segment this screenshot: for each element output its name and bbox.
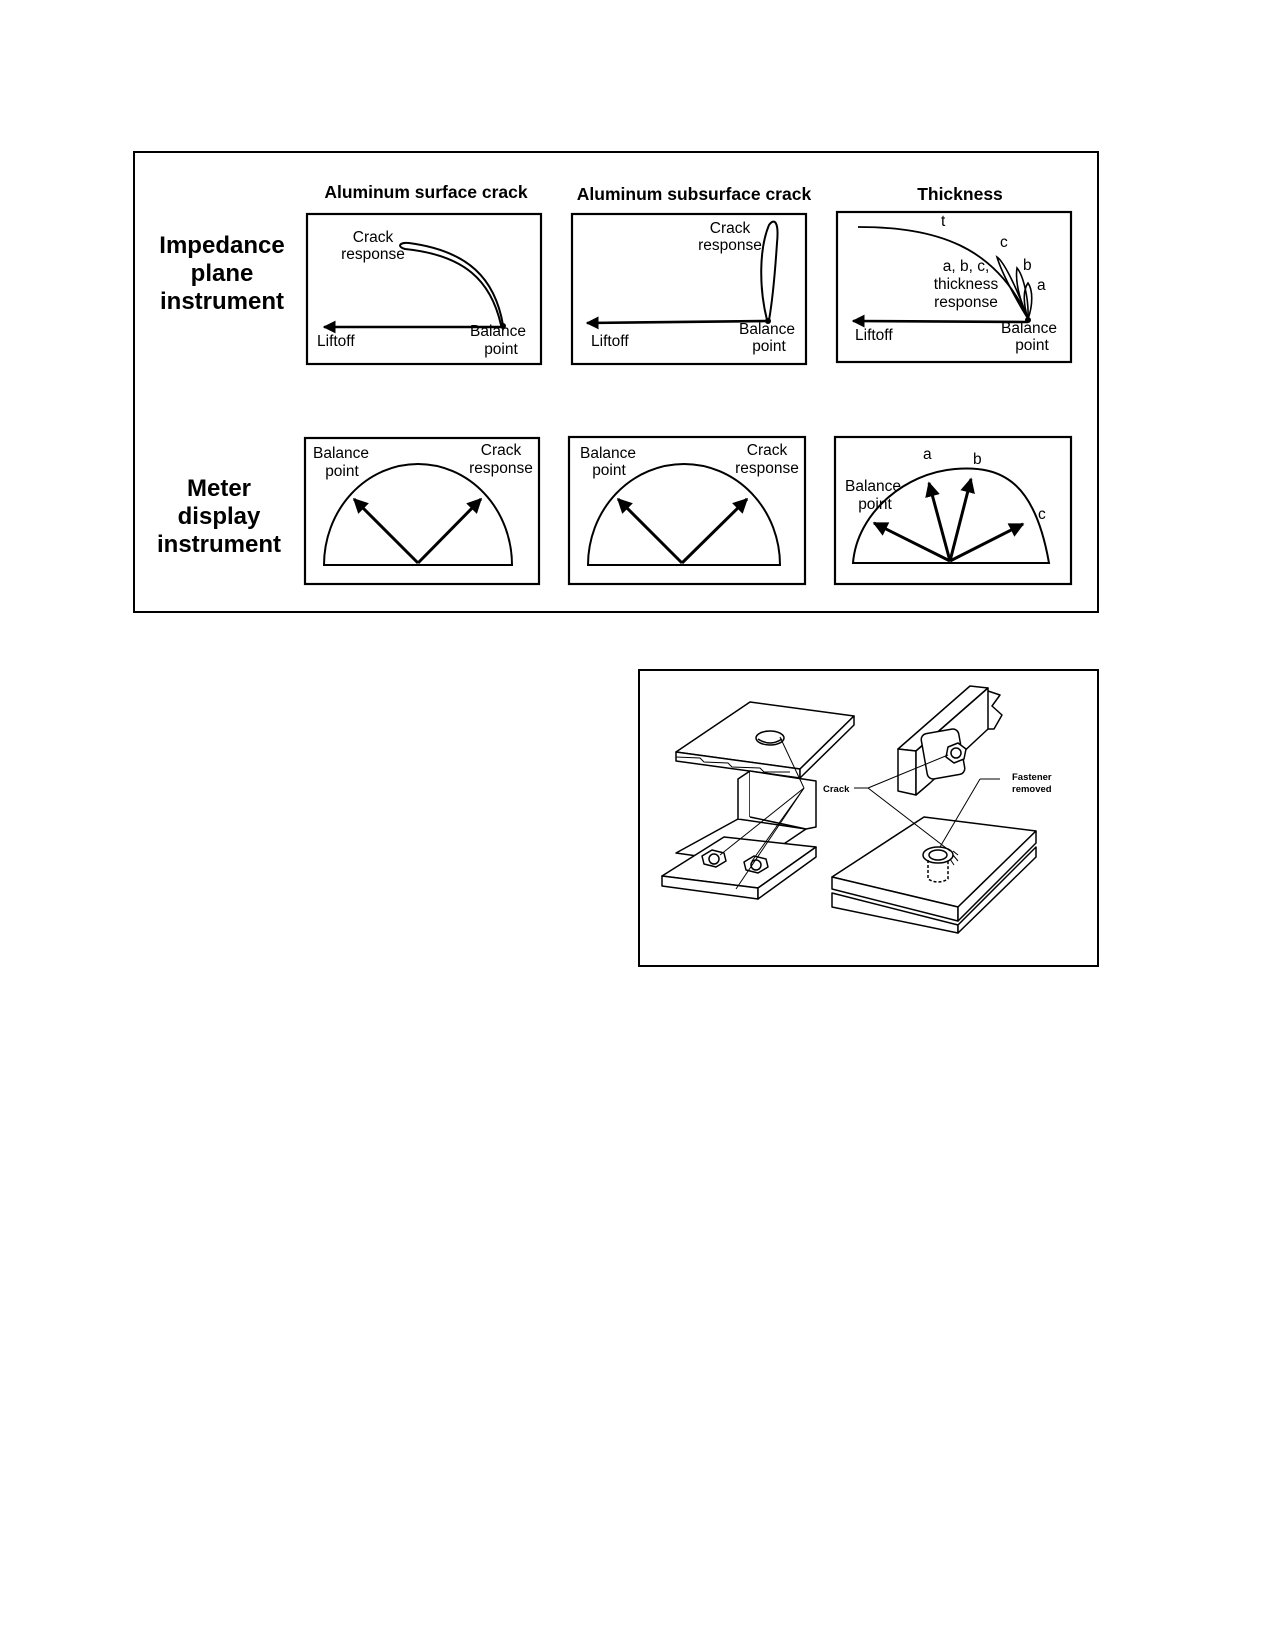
balance-point-label-2: point (325, 463, 359, 480)
crack-response-loop (400, 243, 503, 325)
crack-response-label-1: Crack (709, 220, 751, 237)
row-label-meter-1: Meter (186, 475, 252, 502)
column-title-subsurface: Aluminum subsurface crack (576, 184, 812, 204)
balance-point-label-2: point (484, 341, 518, 358)
balance-point-label-1: Balance (312, 445, 370, 462)
row-label-meter-2: display (177, 503, 261, 530)
crack-label: Crack (823, 784, 850, 795)
balance-point-label-1: Balance (1000, 320, 1058, 337)
row-label-meter-3: instrument (156, 531, 282, 558)
fastener-removed-label-1: Fastener (1012, 772, 1052, 783)
crack-response-label-1: Crack (746, 442, 788, 459)
label-a: a (1037, 277, 1046, 294)
meter-panel-thickness (835, 437, 1071, 584)
layered-plate-fastener-hole (832, 817, 1036, 933)
crack-response-label-2: response (735, 460, 799, 477)
crack-response-needle (682, 499, 747, 563)
eddy-current-diagram (135, 153, 1101, 615)
row-label-impedance-2: plane (190, 260, 254, 287)
balance-point-label-2: point (858, 496, 892, 513)
impedance-panel-surface (307, 214, 541, 364)
plate-with-hole (676, 702, 854, 778)
thickness-response-label-3: response (934, 294, 998, 311)
balance-point-label-2: point (752, 338, 786, 355)
balance-point-needle (618, 499, 682, 563)
eddy-current-response-figure (133, 151, 1099, 613)
crack-response-label-2: response (341, 246, 405, 263)
needle-c (950, 524, 1023, 561)
meter-dial (588, 464, 780, 565)
balance-point-label-1: Balance (844, 478, 902, 495)
crack-response-label-1: Crack (352, 229, 394, 246)
label-c: c (1000, 234, 1008, 251)
row-label-impedance-1: Impedance (159, 232, 285, 259)
crack-response-label-2: response (698, 237, 762, 254)
label-c: c (1038, 506, 1046, 523)
crack-locations-illustration (640, 671, 1101, 969)
crack-response-loop (761, 222, 777, 320)
column-title-thickness: Thickness (917, 184, 1003, 204)
balance-point-label-2: point (592, 462, 626, 479)
liftoff-label: Liftoff (591, 333, 629, 350)
crack-response-needle (418, 499, 481, 563)
impedance-panel-subsurface (572, 214, 806, 364)
balance-point-needle (354, 499, 418, 563)
balance-point-label-2: point (1015, 337, 1049, 354)
thickness-response-label-1: a, b, c, (942, 258, 990, 275)
balance-point-label-1: Balance (579, 445, 637, 462)
crack-response-label-2: response (469, 460, 533, 477)
balance-point-label-1: Balance (469, 323, 527, 340)
meter-panel-subsurface (569, 437, 805, 584)
label-t: t (941, 213, 946, 230)
impedance-panel-thickness (837, 212, 1071, 362)
fastener-removed-label-2: removed (1012, 784, 1052, 795)
balance-point-label-1: Balance (738, 321, 796, 338)
row-label-impedance-3: instrument (159, 288, 285, 315)
balance-point-needle (874, 523, 950, 561)
label-b: b (1023, 257, 1032, 274)
column-title-surface: Aluminum surface crack (324, 182, 528, 202)
label-b: b (973, 451, 982, 468)
liftoff-label: Liftoff (855, 327, 893, 344)
needle-b (950, 479, 971, 561)
meter-panel-surface (305, 438, 539, 584)
thickness-response-label-2: thickness (933, 276, 999, 293)
needle-a (929, 483, 950, 561)
crack-locations-figure (638, 669, 1099, 967)
angle-with-two-bolts (662, 771, 816, 899)
crack-response-label-1: Crack (480, 442, 522, 459)
liftoff-label: Liftoff (317, 333, 355, 350)
label-a: a (923, 446, 932, 463)
